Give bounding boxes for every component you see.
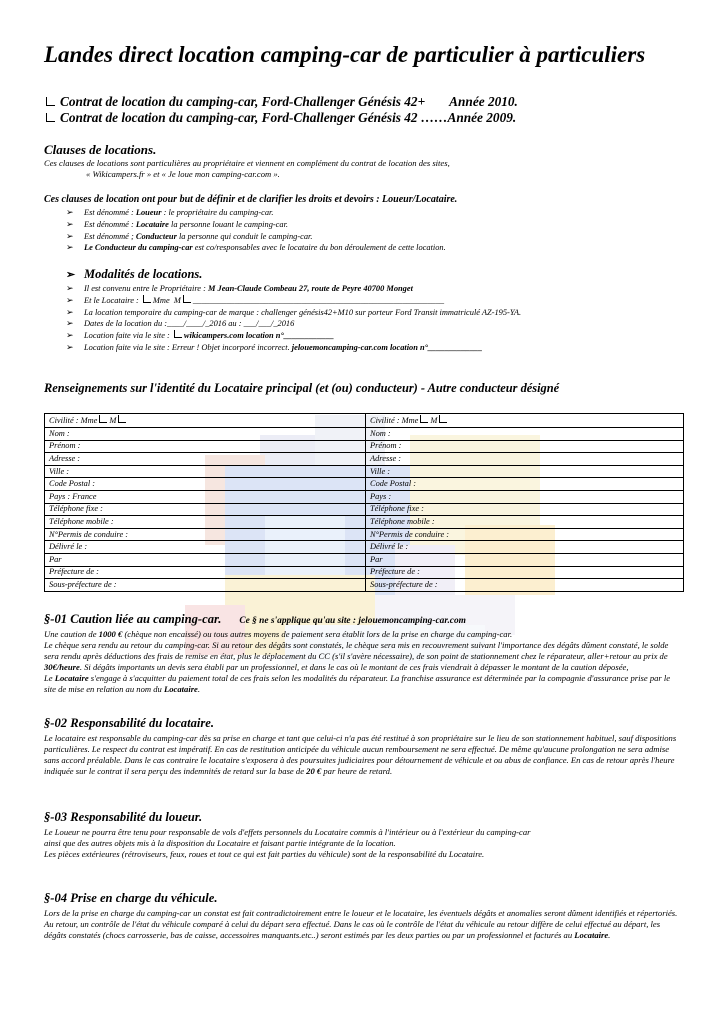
clauses-line-1: Ces clauses de locations sont particulières au propriétaire et viennent en complément du contrat de location des sites,: [44, 158, 450, 168]
section-04: [44, 891, 684, 941]
arrow-icon: ➢: [66, 330, 74, 341]
tenant-field[interactable]: Pays : France: [45, 490, 366, 503]
table-row: [45, 440, 684, 453]
table-row: [45, 490, 684, 503]
checkbox-icon[interactable]: [118, 415, 126, 423]
other-driver-field[interactable]: Délivré le :: [366, 541, 684, 554]
table-row: [45, 516, 684, 529]
list-item: ➢ Est dénommé : Loueur : le propriétaire du camping-car.: [66, 207, 274, 217]
tenant-field[interactable]: Ville :: [45, 465, 366, 478]
other-driver-field[interactable]: N°Permis de conduire :: [366, 528, 684, 541]
section-03-body: Le Loueur ne pourra être tenu pour responsable de vols d'effets personnels du Locataire commis à l'intérieur ou à l'extérieur du camping-car ainsi que des autres objets mis à la disposition du Locataire et faisant partie intégrante de la location. Les pièces extérieures (rétroviseurs, feux, roues et tout ce qui est fait parties du véhicule) sont de la responsabilité du Locataire.: [44, 827, 531, 859]
table-row: [45, 465, 684, 478]
arrow-icon: ➢: [66, 242, 74, 253]
checkbox-icon[interactable]: [46, 113, 55, 122]
table-row: [45, 414, 684, 428]
checkbox-icon[interactable]: [183, 295, 191, 303]
section-02: [44, 716, 684, 777]
other-driver-field[interactable]: Code Postal :: [366, 478, 684, 491]
other-driver-field[interactable]: Téléphone mobile :: [366, 516, 684, 529]
list-item: ➢ Le Conducteur du camping-car est co/responsables avec le locataire du bon déroulement de cette location.: [66, 242, 446, 253]
section-02-body: Le locataire est responsable du camping-car dès sa prise en charge et tant que celui-ci n'a pas été restitué à son propriétaire sur le lieu de son stationnement habituel, sauf dispositions particulières. Le respect du contrat est impératif. En cas de restitution anticipée du véhicule aucun remboursement ne sera effectué. De même qu'aucune prolongation ne sera admise sans accord préalable. Dans le cas contraire le locataire s'exposera à des poursuites judiciaires pour détournement de véhicule et ou abus de confiance. En cas de retour après l'heure indiquée sur le contrat il sera perçu des indemnités de retard sur la base de 20 € par heure de retard.: [44, 733, 677, 776]
purpose-heading: Ces clauses de location ont pour but de définir et de clarifier les droits et devoirs : Loueur/Locataire.: [44, 194, 458, 205]
section-04-heading: §-04 Prise en charge du véhicule.: [44, 891, 218, 905]
checkbox-icon[interactable]: [99, 415, 107, 423]
clauses-heading: Clauses de locations.: [44, 142, 157, 157]
checkbox-icon[interactable]: [174, 330, 182, 338]
modalites-heading: ➢ Modalités de locations.: [66, 267, 203, 281]
list-item: ➢ Il est convenu entre le Propriétaire : M Jean-Claude Combeau 27, route de Peyre 40700 Monget: [66, 283, 413, 293]
section-04-body: Lors de la prise en charge du camping-car un constat est fait contradictoirement entre le loueur et le locataire, les éventuels dégâts et anomalies seront dûment identifiés et répertoriés. Au retour, un contrôle de l'état du véhicule comparé à celui du départ sera effectué. Dans le cas où le contrôle de l'état du véhicule au retour diffère de celui effectué au départ, les dégâts constatés (chocs carrosserie, bas de caisse, accessoires manquants.etc..) seront estimés par les deux parties ou par un professionnel et facturés au Locataire.: [44, 908, 678, 940]
other-driver-field[interactable]: Civilité : Mme M: [366, 414, 684, 428]
other-driver-field[interactable]: Prénom :: [366, 440, 684, 453]
section-01: [44, 612, 684, 695]
tenant-field[interactable]: Civilité : Mme M: [45, 414, 366, 428]
list-item: ➢ Dates de la location du :____/____/_2016 au : ___/___/_2016: [66, 318, 295, 329]
list-item: ➢ Est dénommé : Locataire la personne louant le camping-car.: [66, 218, 288, 229]
table-row: [45, 579, 684, 592]
arrow-icon: ➢: [66, 306, 74, 317]
list-item: ➢ Location faite via le site : Erreur ! Objet incorporé incorrect. jelouemoncamping-car.com location n°_____________: [66, 341, 483, 352]
other-driver-field[interactable]: Nom :: [366, 428, 684, 441]
arrow-icon: ➢: [66, 269, 76, 281]
table-row: [45, 503, 684, 516]
tenant-field[interactable]: Téléphone fixe :: [45, 503, 366, 516]
tenant-field[interactable]: Nom :: [45, 428, 366, 441]
other-driver-field[interactable]: Pays :: [366, 490, 684, 503]
other-driver-field[interactable]: Ville :: [366, 465, 684, 478]
tenant-field[interactable]: Téléphone mobile :: [45, 516, 366, 529]
arrow-icon: ➢: [66, 318, 74, 329]
section-01-heading: §-01 Caution liée au camping-car. Ce § ne s'applique qu'au site : jelouemoncamping-car.com: [44, 612, 466, 626]
table-row: [45, 453, 684, 466]
table-row: [45, 541, 684, 554]
page-title: Landes direct location camping-car de particulier à particuliers: [44, 42, 646, 67]
other-driver-field[interactable]: Téléphone fixe :: [366, 503, 684, 516]
section-02-heading: §-02 Responsabilité du locataire.: [44, 716, 215, 730]
tenant-field[interactable]: Préfecture de :: [45, 566, 366, 579]
checkbox-icon[interactable]: [420, 415, 428, 423]
list-item: ➢ Et le Locataire : Mme M ____________________________________________________________: [66, 294, 445, 305]
other-driver-field[interactable]: Adresse :: [366, 453, 684, 466]
table-row: [45, 478, 684, 491]
arrow-icon: ➢: [66, 341, 74, 352]
tenant-field[interactable]: N°Permis de conduire :: [45, 528, 366, 541]
tenant-field[interactable]: Délivré le :: [45, 541, 366, 554]
contract-line-2010: Contrat de location du camping-car, Ford-Challenger Génésis 42+ Année 2010.: [46, 94, 518, 110]
table-row: [45, 428, 684, 441]
section-01-body: Une caution de 1000 € (chèque non encaissé) ou tous autres moyens de paiement sera établit lors de la prise en charge du camping-car. Le chèque sera rendu au retour du camping-car. Si au retour des dégâts sont constatés, le chèque sera mis en recouvrement suivant l'importance des dégâts dûment constaté, le solde sera rendu après déductions des frais de remise en état, plus le déplacement du CC (s'il s'avère nécessaire), de son point de stationnement chez le réparateur, aller+retour au prix de 30€/heure. Si dégâts importants un devis sera établi par un professionnel, et dans le cas où le montant de ces frais viendrait à dépasser le montant de la caution déposée, Le Locataire s'engage à s'acquitter du paiement total de ces frais selon les modalités du réparateur. La franchise assurance est déterminée par la compagnie d'assurance prise par le site de mise en relation au nom du Locataire.: [44, 629, 671, 694]
table-row: [45, 553, 684, 566]
contract-line-2009: Contrat de location du camping-car, Ford-Challenger Génésis 42 ……Année 2009.: [46, 110, 516, 126]
table-row: [45, 566, 684, 579]
list-item: ➢ Est dénommé ; Conducteur la personne qui conduit le camping-car.: [66, 230, 313, 241]
arrow-icon: ➢: [66, 283, 74, 293]
section-01-note: Ce § ne s'applique qu'au site : jelouemoncamping-car.com: [239, 616, 466, 626]
arrow-icon: ➢: [66, 207, 74, 217]
clauses-line-2: « Wikicampers.fr » et « Je loue mon camping-car.com ».: [86, 169, 280, 179]
checkbox-icon[interactable]: [439, 415, 447, 423]
section-03-heading: §-03 Responsabilité du loueur.: [44, 810, 203, 824]
tenant-field[interactable]: Code Postal :: [45, 478, 366, 491]
section-03: [44, 810, 684, 860]
tenant-field[interactable]: Sous-préfecture de :: [45, 579, 366, 592]
arrow-icon: ➢: [66, 294, 74, 305]
arrow-icon: ➢: [66, 218, 74, 229]
other-driver-field[interactable]: Préfecture de :: [366, 566, 684, 579]
purpose-list: [66, 207, 446, 254]
arrow-icon: ➢: [66, 230, 74, 241]
list-item: ➢ Location faite via le site : wikicampers.com location n°____________: [66, 330, 335, 341]
other-driver-field[interactable]: Par: [366, 553, 684, 566]
checkbox-icon[interactable]: [143, 295, 151, 303]
list-item: ➢ La location temporaire du camping-car de marque : challenger génésis42+M10 sur porteur Ford Transit immatriculé AZ-195-YA.: [66, 306, 522, 317]
other-driver-field[interactable]: Sous-préfecture de :: [366, 579, 684, 592]
tenant-field[interactable]: Prénom :: [45, 440, 366, 453]
modalites-list: [66, 266, 521, 354]
tenant-field[interactable]: Adresse :: [45, 453, 366, 466]
table-row: [45, 528, 684, 541]
checkbox-icon[interactable]: [46, 97, 55, 106]
tenant-field[interactable]: Par: [45, 553, 366, 566]
identity-table: [44, 413, 684, 592]
identity-heading: Renseignements sur l'identité du Locataire principal (et (ou) conducteur) - Autre conducteur désigné: [44, 381, 560, 395]
